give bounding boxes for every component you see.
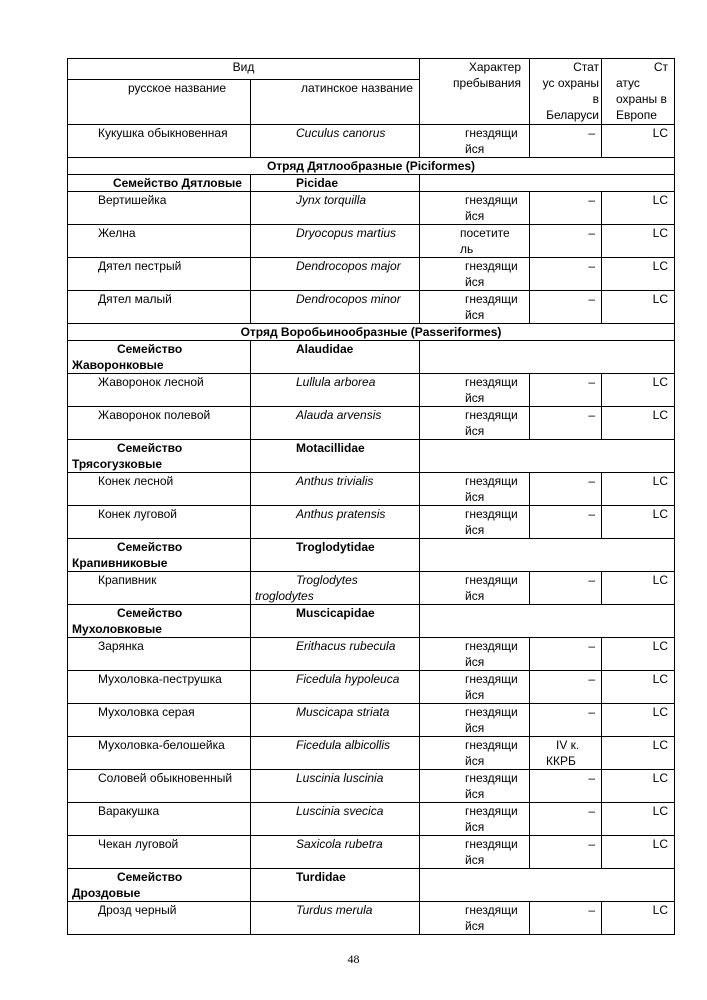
status-belarus: –	[530, 125, 602, 158]
residence-l1: гнездящи	[465, 639, 518, 653]
family-empty	[420, 341, 675, 374]
latin-name: Erithacus rubecula	[251, 638, 420, 671]
family-row	[68, 605, 675, 638]
status-belarus: –	[530, 374, 602, 407]
residence-l1: гнездящи	[465, 672, 518, 686]
residence-character	[420, 258, 530, 291]
header-character-l2: пребывания	[453, 76, 521, 90]
status-europe: LC	[602, 407, 675, 440]
status-europe: LC	[602, 671, 675, 704]
status-europe: LC	[602, 506, 675, 539]
family-latin: Turdidae	[251, 869, 420, 902]
latin-name: Saxicola rubetra	[251, 836, 420, 869]
table-row	[68, 836, 675, 869]
residence-l1: гнездящи	[465, 507, 518, 521]
russian-name: Варакушка	[68, 803, 251, 836]
family-row	[68, 869, 675, 902]
status-belarus: –	[530, 902, 602, 935]
latin-name: Turdus merula	[251, 902, 420, 935]
residence-l2: йся	[465, 589, 485, 603]
family-russian-l1: Семейство	[117, 342, 183, 356]
russian-name: Мухоловка-белошейка	[68, 737, 251, 770]
status-belarus: –	[530, 192, 602, 225]
russian-name: Чекан луговой	[68, 836, 251, 869]
status-europe: LC	[602, 638, 675, 671]
residence-l2: йся	[465, 820, 485, 834]
status-europe: LC	[602, 572, 675, 605]
latin-name: Dryocopus martius	[251, 225, 420, 258]
status-belarus: –	[530, 836, 602, 869]
residence-character	[420, 902, 530, 935]
status-belarus: –	[530, 671, 602, 704]
family-empty	[420, 869, 675, 902]
residence-l1: гнездящи	[465, 771, 518, 785]
header-row-1	[68, 59, 675, 80]
residence-l2: йся	[465, 853, 485, 867]
status-europe: LC	[602, 291, 675, 324]
russian-name: Конек луговой	[68, 506, 251, 539]
residence-character	[420, 638, 530, 671]
family-russian-l2: Жаворонковые	[72, 358, 164, 372]
residence-l2: йся	[465, 391, 485, 405]
header-status-eu-l3: охраны в	[616, 92, 667, 106]
latin-name: Dendrocopos minor	[251, 291, 420, 324]
latin-name-l1: Troglodytes	[296, 573, 358, 587]
status-belarus: –	[530, 770, 602, 803]
latin-name: Lullula arborea	[251, 374, 420, 407]
residence-l1: гнездящи	[465, 573, 518, 587]
residence-character	[420, 572, 530, 605]
family-row	[68, 341, 675, 374]
table-row	[68, 737, 675, 770]
latin-name: Alauda arvensis	[251, 407, 420, 440]
family-latin: Picidae	[251, 175, 420, 192]
table-row	[68, 291, 675, 324]
residence-character	[420, 125, 530, 158]
order-title: Отряд Воробьинообразные (Passeriformes)	[68, 324, 675, 341]
status-europe: LC	[602, 225, 675, 258]
header-lat-name: латинское название	[251, 80, 420, 125]
latin-name	[251, 572, 420, 605]
status-europe: LC	[602, 125, 675, 158]
residence-l1: посетите	[460, 226, 510, 240]
family-russian	[68, 869, 251, 902]
residence-l1: гнездящи	[465, 408, 518, 422]
table-row	[68, 192, 675, 225]
residence-l1: гнездящи	[465, 903, 518, 917]
status-europe: LC	[602, 192, 675, 225]
residence-character	[420, 407, 530, 440]
status-belarus: –	[530, 704, 602, 737]
russian-name: Крапивник	[68, 572, 251, 605]
page-number: 48	[347, 952, 360, 966]
status-europe: LC	[602, 704, 675, 737]
residence-l2: йся	[465, 754, 485, 768]
latin-name: Anthus trivialis	[251, 473, 420, 506]
table-row	[68, 506, 675, 539]
russian-name: Дятел пестрый	[68, 258, 251, 291]
residence-l1: гнездящи	[465, 804, 518, 818]
table-row	[68, 770, 675, 803]
table-row	[68, 125, 675, 158]
residence-character	[420, 836, 530, 869]
latin-name: Jynx torquilla	[251, 192, 420, 225]
order-title: Отряд Дятлообразные (Piciformes)	[68, 158, 675, 175]
family-empty	[420, 175, 675, 192]
russian-name: Мухоловка серая	[68, 704, 251, 737]
family-russian-l2: Мухоловковые	[72, 622, 162, 636]
russian-name: Конек лесной	[68, 473, 251, 506]
status-belarus: –	[530, 407, 602, 440]
table-row	[68, 374, 675, 407]
header-character	[420, 59, 530, 125]
table-row	[68, 258, 675, 291]
russian-name: Дрозд черный	[68, 902, 251, 935]
russian-name: Жаворонок лесной	[68, 374, 251, 407]
residence-l2: йся	[465, 209, 485, 223]
family-russian-l1: Семейство	[117, 441, 183, 455]
family-latin: Motacillidae	[251, 440, 420, 473]
status-belarus-l1: IV к.	[556, 738, 580, 752]
table-row	[68, 902, 675, 935]
residence-l2: йся	[465, 142, 485, 156]
order-row	[68, 324, 675, 341]
residence-character	[420, 770, 530, 803]
residence-l2: йся	[465, 919, 485, 933]
russian-name: Вертишейка	[68, 192, 251, 225]
status-belarus: –	[530, 506, 602, 539]
table-row	[68, 803, 675, 836]
status-europe: LC	[602, 473, 675, 506]
family-russian-l1: Семейство	[117, 870, 183, 884]
header-ru-name: русское название	[68, 80, 251, 125]
residence-l2: йся	[465, 655, 485, 669]
family-russian-l2: Дроздовые	[72, 886, 141, 900]
russian-name: Соловей обыкновенный	[68, 770, 251, 803]
status-europe: LC	[602, 737, 675, 770]
residence-l2: йся	[465, 490, 485, 504]
header-status-by-l1: Стат	[573, 60, 599, 74]
residence-character	[420, 473, 530, 506]
status-belarus: –	[530, 572, 602, 605]
header-status-europe	[602, 59, 675, 125]
status-europe: LC	[602, 374, 675, 407]
table-row	[68, 407, 675, 440]
family-row	[68, 440, 675, 473]
residence-l2: йся	[465, 721, 485, 735]
russian-name: Дятел малый	[68, 291, 251, 324]
header-status-eu-l1: Ст	[653, 60, 668, 74]
header-status-belarus	[530, 59, 602, 125]
header-character-l1: Характер	[468, 60, 521, 74]
residence-character	[420, 225, 530, 258]
residence-l1: гнездящи	[465, 474, 518, 488]
status-europe: LC	[602, 803, 675, 836]
russian-name: Жаворонок полевой	[68, 407, 251, 440]
residence-l2: ль	[460, 242, 474, 256]
family-empty	[420, 440, 675, 473]
residence-character	[420, 374, 530, 407]
status-europe: LC	[602, 902, 675, 935]
status-belarus: –	[530, 803, 602, 836]
status-belarus: –	[530, 225, 602, 258]
family-latin: Muscicapidae	[251, 605, 420, 638]
residence-l2: йся	[465, 424, 485, 438]
residence-l2: йся	[465, 308, 485, 322]
family-empty	[420, 539, 675, 572]
header-vid: Вид	[68, 59, 420, 80]
latin-name: Luscinia svecica	[251, 803, 420, 836]
family-russian-l1: Семейство	[117, 606, 183, 620]
family-russian-l2: Крапивниковые	[72, 556, 168, 570]
latin-name: Anthus pratensis	[251, 506, 420, 539]
residence-l1: гнездящи	[465, 738, 518, 752]
order-row	[68, 158, 675, 175]
table-row	[68, 473, 675, 506]
family-russian	[68, 539, 251, 572]
residence-character	[420, 291, 530, 324]
residence-l2: йся	[465, 275, 485, 289]
status-europe: LC	[602, 770, 675, 803]
residence-l1: гнездящи	[465, 375, 518, 389]
residence-l1: гнездящи	[465, 292, 518, 306]
residence-character	[420, 192, 530, 225]
status-europe: LC	[602, 258, 675, 291]
family-latin: Alaudidae	[251, 341, 420, 374]
header-status-eu-l2: атус	[616, 76, 640, 90]
table-row	[68, 225, 675, 258]
family-russian	[68, 440, 251, 473]
latin-name: Ficedula albicollis	[251, 737, 420, 770]
table-row	[68, 704, 675, 737]
residence-character	[420, 671, 530, 704]
species-table	[67, 58, 675, 935]
russian-name: Зарянка	[68, 638, 251, 671]
russian-name: Мухоловка-пеструшка	[68, 671, 251, 704]
latin-name: Luscinia luscinia	[251, 770, 420, 803]
header-status-by-l3: Беларуси	[546, 108, 599, 122]
residence-l2: йся	[465, 787, 485, 801]
residence-character	[420, 506, 530, 539]
latin-name: Dendrocopos major	[251, 258, 420, 291]
status-belarus: –	[530, 291, 602, 324]
residence-character	[420, 704, 530, 737]
russian-name: Кукушка обыкновенная	[68, 125, 251, 158]
status-belarus: –	[530, 258, 602, 291]
status-belarus: –	[530, 473, 602, 506]
family-empty	[420, 605, 675, 638]
table-row	[68, 572, 675, 605]
status-belarus-l2: ККРБ	[546, 754, 576, 768]
family-russian: Семейство Дятловые	[68, 175, 251, 192]
family-russian	[68, 605, 251, 638]
latin-name: Ficedula hypoleuca	[251, 671, 420, 704]
family-russian	[68, 341, 251, 374]
residence-l2: йся	[465, 523, 485, 537]
family-row	[68, 175, 675, 192]
status-belarus	[530, 737, 602, 770]
residence-l1: гнездящи	[465, 837, 518, 851]
status-belarus: –	[530, 638, 602, 671]
latin-name-l2: troglodytes	[255, 589, 314, 603]
header-status-by-l2: ус охраны в	[542, 76, 599, 106]
table-row	[68, 671, 675, 704]
residence-l2: йся	[465, 688, 485, 702]
latin-name: Muscicapa striata	[251, 704, 420, 737]
family-row	[68, 539, 675, 572]
status-europe: LC	[602, 836, 675, 869]
family-russian-l2: Трясогузковые	[72, 457, 163, 471]
table-row	[68, 638, 675, 671]
header-status-eu-l4: Европе	[616, 108, 657, 122]
residence-l1: гнездящи	[465, 126, 518, 140]
latin-name: Cuculus canorus	[251, 125, 420, 158]
russian-name: Желна	[68, 225, 251, 258]
family-latin: Troglodytidae	[251, 539, 420, 572]
residence-l1: гнездящи	[465, 259, 518, 273]
residence-character	[420, 737, 530, 770]
residence-character	[420, 803, 530, 836]
residence-l1: гнездящи	[465, 193, 518, 207]
residence-l1: гнездящи	[465, 705, 518, 719]
family-russian-l1: Семейство	[117, 540, 183, 554]
